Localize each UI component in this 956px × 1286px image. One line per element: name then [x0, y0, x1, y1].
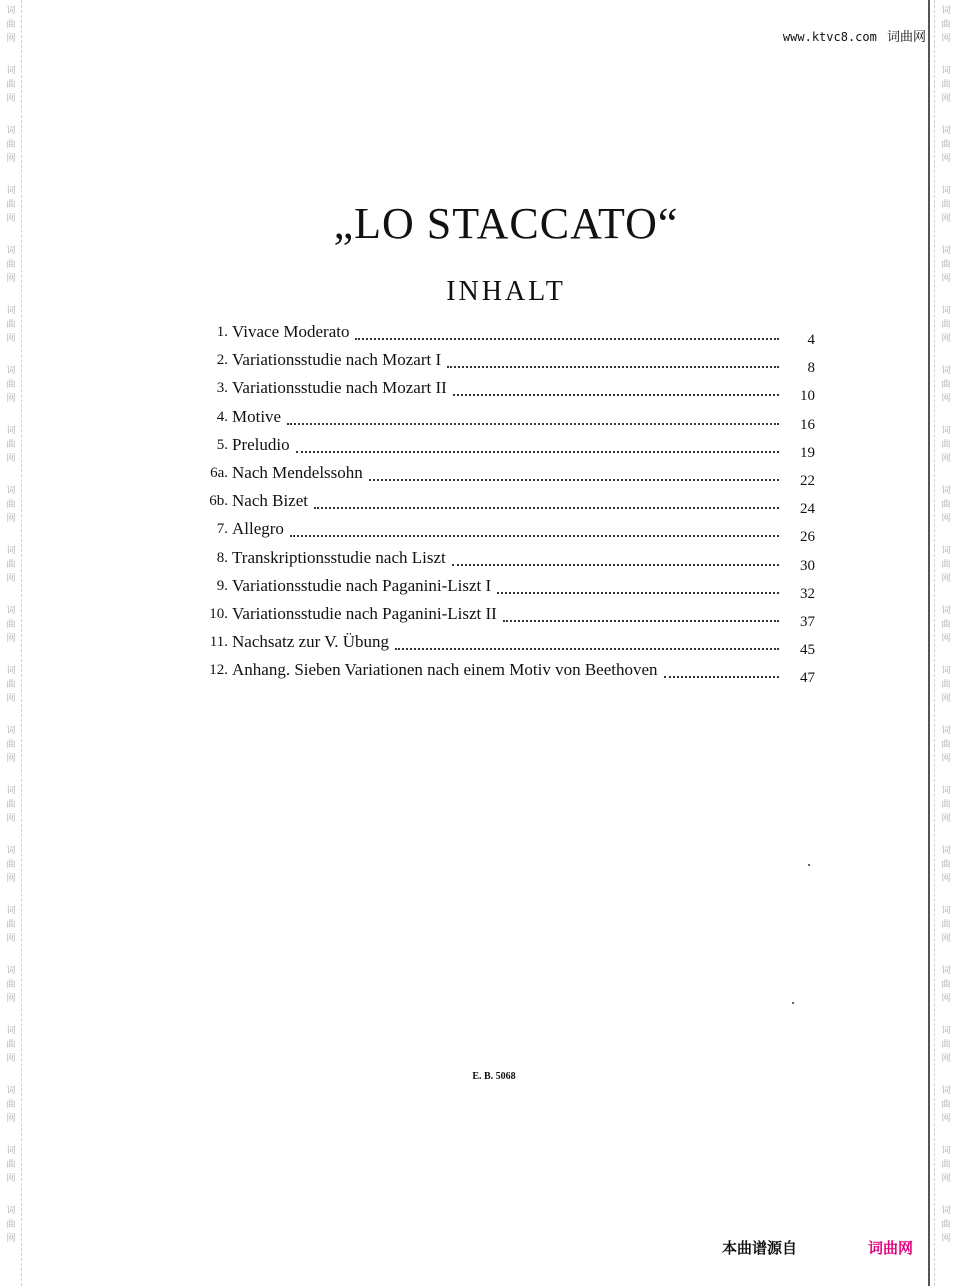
toc-dot-leader	[296, 435, 779, 453]
side-watermark: 词 曲 网	[6, 486, 16, 524]
toc-entry-number: 1.	[216, 324, 228, 340]
side-watermark: 词 曲 网	[6, 546, 16, 584]
toc-entry-title: Variationsstudie nach Mozart I	[232, 350, 442, 370]
side-watermark: 词 曲 网	[941, 186, 951, 224]
toc-entry-page: 24	[800, 501, 815, 518]
toc-dot-leader	[452, 548, 779, 566]
side-watermark: 词 曲 网	[6, 906, 16, 944]
toc-dot-leader	[314, 491, 779, 509]
toc-entry[interactable]	[190, 407, 815, 435]
side-watermark: 词 曲 网	[6, 606, 16, 644]
toc-entry-number: 8.	[216, 549, 228, 566]
side-watermark: 词 曲 网	[941, 1086, 951, 1124]
side-watermark: 词 曲 网	[6, 246, 16, 284]
toc-entry-title: Variationsstudie nach Mozart II	[232, 378, 447, 398]
toc-entry[interactable]	[190, 548, 815, 576]
toc-dot-leader	[369, 463, 779, 481]
toc-dot-leader	[355, 322, 779, 340]
side-watermark: 词 曲 网	[941, 306, 951, 344]
footer-source-text: 本曲谱源自	[722, 1239, 798, 1257]
toc-entry-title: Allegro	[232, 519, 284, 539]
side-watermark: 词 曲 网	[941, 1206, 951, 1244]
toc-entry-number: 2.	[216, 352, 228, 369]
toc-dot-leader	[290, 519, 779, 537]
toc-entry[interactable]	[190, 604, 815, 632]
toc-dot-leader	[453, 378, 779, 396]
side-watermark: 词 曲 网	[941, 1146, 951, 1184]
print-speck	[792, 1002, 794, 1004]
side-watermark: 词 曲 网	[6, 1146, 16, 1184]
page-title: „LO STACCATO“	[333, 199, 679, 248]
side-watermark: 词 曲 网	[941, 786, 951, 824]
toc-dot-leader	[395, 632, 779, 650]
footer-brand[interactable]: 词曲网	[868, 1239, 914, 1257]
toc-entry-page: 4	[807, 332, 815, 348]
side-watermark: 词 曲 网	[941, 846, 951, 884]
toc-entry-number: 6b.	[209, 493, 228, 510]
toc-entry-title: Motive	[232, 406, 282, 426]
side-watermark: 词 曲 网	[6, 666, 16, 704]
side-watermark: 词 曲 网	[6, 366, 16, 404]
toc-entry-number: 5.	[216, 436, 228, 453]
toc-entry[interactable]	[190, 519, 815, 547]
toc-entry-title: Nach Bizet	[232, 491, 308, 511]
toc-entry-number: 3.	[216, 380, 228, 397]
toc-entry[interactable]	[190, 576, 815, 604]
side-watermark: 词 曲 网	[941, 126, 951, 164]
side-watermark: 词 曲 网	[941, 726, 951, 764]
left-watermark-strip	[0, 0, 22, 1286]
side-watermark: 词 曲 网	[6, 846, 16, 884]
side-watermark: 词 曲 网	[941, 906, 951, 944]
toc-entry-number: 4.	[216, 408, 228, 425]
toc-entry-page: 8	[807, 360, 815, 377]
side-watermark: 词 曲 网	[941, 426, 951, 464]
toc-dot-leader	[497, 576, 779, 594]
side-watermark: 词 曲 网	[6, 6, 16, 44]
toc-entry-title: Nachsatz zur V. Übung	[232, 632, 390, 652]
toc-entry[interactable]	[190, 463, 815, 491]
side-watermark: 词 曲 网	[6, 1026, 16, 1064]
toc-entry[interactable]	[190, 632, 815, 660]
toc-entry-page: 19	[800, 444, 815, 461]
side-watermark: 词 曲 网	[6, 426, 16, 464]
toc-entry-page: 37	[800, 613, 815, 630]
toc-entry[interactable]	[190, 322, 815, 350]
site-url[interactable]: www.ktvc8.com	[782, 30, 877, 44]
side-watermark: 词 曲 网	[6, 306, 16, 344]
side-watermark: 词 曲 网	[941, 366, 951, 404]
side-watermark: 词 曲 网	[6, 1206, 16, 1244]
side-watermark: 词 曲 网	[6, 726, 16, 764]
site-name[interactable]: 词曲网	[886, 30, 926, 45]
side-watermark: 词 曲 网	[941, 966, 951, 1004]
toc-entry-title: Vivace Moderato	[232, 322, 350, 341]
side-watermark: 词 曲 网	[941, 546, 951, 584]
toc-dot-leader	[664, 660, 779, 678]
page-subtitle: INHALT	[446, 276, 566, 307]
side-watermark: 词 曲 网	[941, 666, 951, 704]
side-watermark: 词 曲 网	[941, 246, 951, 284]
page-edge-rule	[928, 0, 930, 1286]
toc-entry-title: Preludio	[232, 434, 290, 454]
toc-entry-title: Transkriptionsstudie nach Liszt	[232, 547, 446, 567]
side-watermark: 词 曲 网	[6, 1086, 16, 1124]
side-watermark: 词 曲 网	[941, 1026, 951, 1064]
toc-entry-page: 22	[800, 472, 815, 489]
table-of-contents	[190, 322, 815, 688]
toc-entry[interactable]	[190, 660, 815, 688]
toc-entry[interactable]	[190, 350, 815, 378]
side-watermark: 词 曲 网	[6, 126, 16, 164]
toc-entry-title: Anhang. Sieben Variationen nach einem Motiv von Beethoven	[232, 660, 658, 680]
toc-entry-title: Variationsstudie nach Paganini-Liszt II	[232, 603, 497, 623]
toc-dot-leader	[503, 604, 779, 622]
print-speck	[808, 864, 810, 866]
toc-entry[interactable]	[190, 435, 815, 463]
toc-entry-number: 10.	[209, 605, 228, 622]
right-watermark-strip	[934, 0, 956, 1286]
side-watermark: 词 曲 网	[6, 786, 16, 824]
toc-entry-number: 9.	[216, 577, 228, 594]
toc-entry-number: 6a.	[210, 464, 228, 481]
toc-entry-title: Nach Mendelssohn	[232, 462, 363, 482]
toc-entry-page: 26	[800, 529, 815, 546]
side-watermark: 词 曲 网	[6, 186, 16, 224]
side-watermark: 词 曲 网	[6, 966, 16, 1004]
toc-dot-leader	[447, 350, 779, 368]
toc-entry-page: 45	[800, 642, 815, 659]
toc-entry-number: 7.	[216, 521, 228, 538]
side-watermark: 词 曲 网	[6, 66, 16, 104]
side-watermark: 词 曲 网	[941, 606, 951, 644]
toc-entry-page: 10	[800, 388, 815, 405]
toc-entry[interactable]	[190, 378, 815, 406]
toc-entry-page: 16	[800, 416, 815, 433]
toc-entry-number: 12.	[209, 662, 228, 679]
catalog-number: E. B. 5068	[472, 1071, 516, 1082]
toc-dot-leader	[287, 407, 779, 425]
site-header	[783, 26, 926, 45]
toc-entry-number: 11.	[209, 634, 228, 651]
side-watermark: 词 曲 网	[941, 66, 951, 104]
toc-entry-title: Variationsstudie nach Paganini-Liszt I	[232, 575, 492, 595]
toc-entry-page: 32	[800, 585, 815, 602]
side-watermark: 词 曲 网	[941, 6, 951, 44]
toc-entry-page: 47	[800, 670, 815, 687]
toc-entry[interactable]	[190, 491, 815, 519]
toc-entry-page: 30	[800, 557, 815, 574]
side-watermark: 词 曲 网	[941, 486, 951, 524]
